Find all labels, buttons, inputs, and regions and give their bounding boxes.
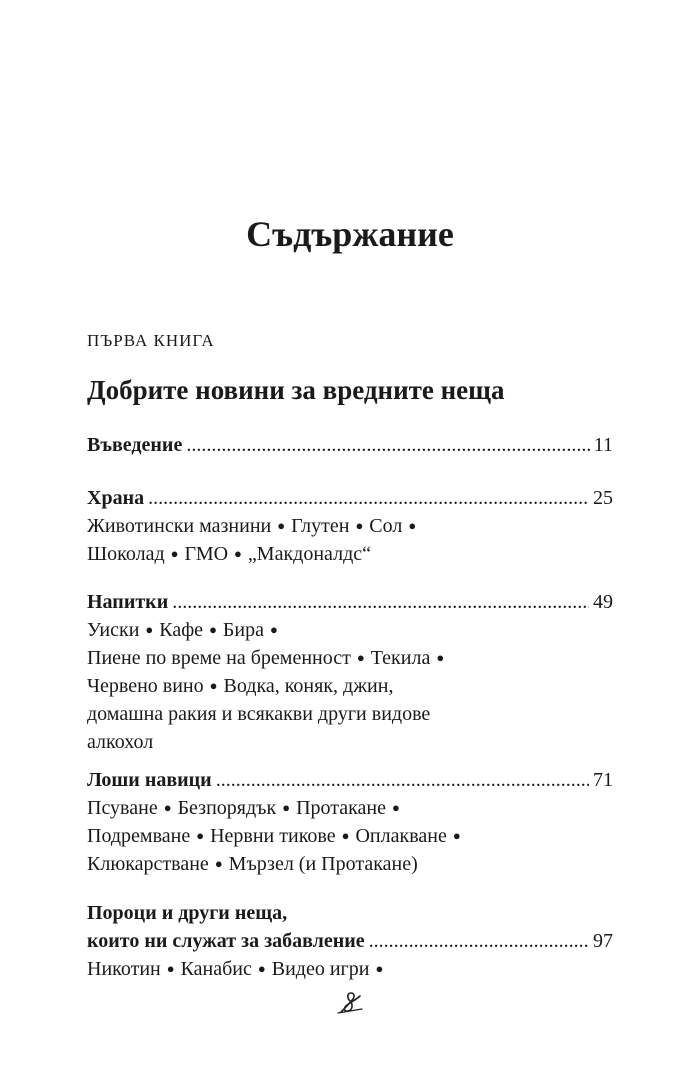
subtopic: Канабис	[180, 958, 252, 980]
subtopic: Уиски	[87, 619, 140, 641]
subtopic: Сол	[369, 515, 403, 537]
subtopic: Пиене по време на бременност	[87, 647, 351, 669]
bullet-icon: ●	[196, 828, 205, 843]
subtopic: Видео игри	[271, 958, 370, 980]
bullet-icon: ●	[392, 800, 400, 815]
subtopic: Оплакване	[355, 825, 447, 847]
toc-subtopics	[87, 540, 613, 568]
book-title: Добрите новини за вредните неща	[87, 375, 505, 405]
bullet-icon: ●	[436, 650, 445, 665]
toc-subtopics: домашна ракия и всякакви други видове	[87, 703, 431, 725]
subtopic: Животински мазнини	[87, 515, 272, 537]
bullet-icon: ●	[282, 800, 291, 815]
bullet-icon: ●	[452, 828, 461, 843]
toc-entry-page: 25	[593, 487, 613, 509]
page-title: Съдържание	[246, 214, 454, 254]
subtopic: Текила	[370, 647, 431, 669]
subtopic: Червено вино	[87, 675, 204, 697]
subtopic: Бира	[222, 619, 264, 641]
bullet-icon: ●	[163, 800, 172, 815]
dot-leader	[148, 484, 589, 512]
subtopic: Мързел (и Протакане)	[228, 853, 418, 875]
toc-entry-title: Въведение	[87, 434, 183, 456]
toc-subtopics	[87, 850, 613, 878]
book-label: ПЪРВА КНИГА	[87, 331, 215, 350]
toc-subtopics	[87, 955, 613, 983]
subtopic: Безпорядък	[177, 797, 277, 819]
toc-entry-habits[interactable]	[87, 766, 613, 794]
toc-entry-title: Напитки	[87, 591, 169, 613]
toc-subtopics	[87, 512, 613, 540]
dot-leader	[172, 588, 589, 616]
toc-entry-page: 97	[593, 930, 613, 952]
toc-subtopics: алкохол	[87, 731, 154, 753]
toc-subtopics	[87, 794, 613, 822]
subtopic: Никотин	[87, 958, 161, 980]
dot-leader	[216, 766, 589, 794]
page-number-glyph	[335, 990, 365, 1016]
bullet-icon: ●	[209, 678, 218, 693]
toc-entry-drinks[interactable]	[87, 588, 613, 616]
bullet-icon: ●	[170, 546, 179, 561]
bullet-icon: ●	[145, 622, 154, 637]
subtopic: Водка, коняк, джин,	[223, 675, 394, 697]
toc-subtopics	[87, 672, 613, 700]
subtopic: ГМО	[184, 543, 229, 565]
toc-entry-page: 49	[593, 591, 613, 613]
toc-entry-title: Лоши навици	[87, 769, 212, 791]
toc-entry-vices[interactable]	[87, 927, 613, 955]
toc-subtopics	[87, 644, 613, 672]
bullet-icon: ●	[277, 518, 286, 533]
bullet-icon: ●	[356, 650, 365, 665]
toc-entry-title: които ни служат за забавление	[87, 930, 365, 952]
toc-subtopics	[87, 616, 613, 644]
subtopic: Шоколад	[87, 543, 165, 565]
page-number	[0, 990, 700, 1021]
bullet-icon: ●	[375, 961, 384, 976]
subtopic: Клюкарстване	[87, 853, 209, 875]
bullet-icon: ●	[234, 546, 242, 561]
toc-entry-vices-title[interactable]: Пороци и други неща,	[87, 902, 288, 924]
toc-subtopics	[87, 822, 613, 850]
bullet-icon: ●	[408, 518, 417, 533]
bullet-icon: ●	[209, 622, 217, 637]
subtopic: Кафе	[159, 619, 204, 641]
bullet-icon: ●	[355, 518, 364, 533]
bullet-icon: ●	[214, 856, 223, 871]
bullet-icon: ●	[270, 622, 278, 637]
toc-entry-page: 11	[593, 434, 613, 456]
subtopic: Подремване	[87, 825, 191, 847]
subtopic: „Макдоналдс“	[247, 543, 372, 565]
bullet-icon: ●	[257, 961, 266, 976]
toc-entry-food[interactable]	[87, 484, 613, 512]
subtopic: Протакане	[296, 797, 386, 819]
toc-entry-page: 71	[593, 769, 613, 791]
subtopic: Псуване	[87, 797, 158, 819]
toc-entry-title: Храна	[87, 487, 145, 509]
subtopic: Нервни тикове	[210, 825, 336, 847]
subtopic: Глутен	[291, 515, 350, 537]
dot-leader	[186, 431, 589, 459]
dot-leader	[369, 927, 589, 955]
bullet-icon: ●	[341, 828, 350, 843]
bullet-icon: ●	[166, 961, 175, 976]
toc-entry-intro[interactable]	[87, 431, 613, 459]
